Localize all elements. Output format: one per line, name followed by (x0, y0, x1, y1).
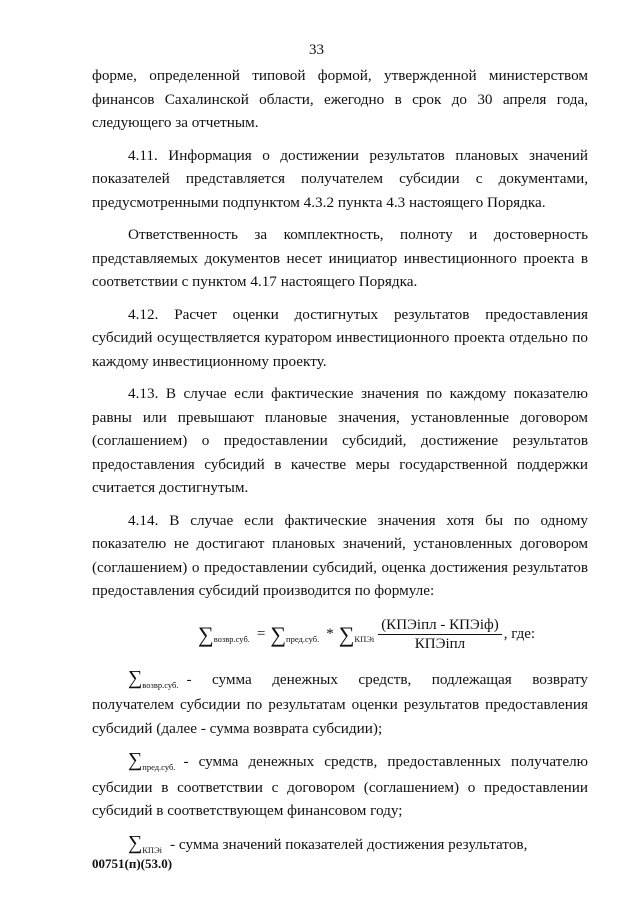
formula-times: * (326, 625, 334, 642)
definition-return (92, 667, 588, 741)
formula-sub-kpe: КПЭi (354, 633, 375, 644)
sigma-symbol: ∑ (198, 621, 214, 647)
document-code: 00751(п)(53.0) (92, 856, 173, 871)
paragraph-4-11: 4.11. Информация о достижении результатов плановых значений показателей представляется получателем субсидии с документами, предусмотренными подпунктом 4.3.2 пункта 4.3 настоящего Порядка. (92, 146, 588, 211)
definition-sub: пред.суб. (142, 762, 176, 772)
formula-suffix: , где: (503, 625, 536, 642)
paragraph-responsibility: Ответственность за комплектность, полноту и достоверность представляемых документов несет инициатор инвестиционного проекта в соответствии с пунктом 4.17 настоящего Порядка. (92, 226, 588, 290)
formula (92, 615, 588, 655)
formula-sub-provided: пред.суб. (286, 633, 320, 644)
paragraph-4-14: 4.14. В случае если фактические значения хотя бы по одному показателю не достигают плановых значений, установленных договором (соглашением) о предоставлении субсидий, оценка достижения результатов предоставления субсидий производится по формуле: (92, 511, 588, 599)
page-number: 33 (309, 42, 324, 58)
sigma-symbol: ∑ (128, 831, 143, 854)
sigma-symbol: ∑ (338, 621, 355, 647)
sigma-symbol: ∑ (128, 666, 143, 689)
definition-sub: КПЭi (142, 844, 163, 855)
formula-denominator: КПЭiпл (414, 636, 466, 652)
document-body (92, 64, 588, 858)
formula-sub-return: возвр.суб. (213, 633, 250, 644)
definition-text: - сумма денежных средств, предоставленных получателю субсидии в соответствии с договором (соглашением) о предоставлении субсидий в соответствующем финансовом году; (92, 753, 588, 819)
sigma-symbol: ∑ (270, 621, 287, 647)
definition-text: - сумма денежных средств, подлежащая возврату получателем субсидии по результатам оценки результатов предоставления субсидий (далее - сумма возврата субсидии); (92, 670, 588, 737)
definition-sub: возвр.суб. (142, 679, 179, 690)
formula-fraction (378, 616, 502, 653)
paragraph-4-12: 4.12. Расчет оценки достигнутых результатов предоставления субсидий осуществляется куратором инвестиционного проекта отдельно по каждому инвестиционному проекту. (92, 305, 588, 370)
formula-equals: = (256, 625, 266, 642)
paragraph-4-13: 4.13. В случае если фактические значения по каждому показателю равны или превышают плановые значения, установленные договором (соглашением) о предоставлении субсидий, достижение результатов предоставления субсидий в качестве меры государственной поддержки считается достигнутым. (92, 385, 588, 496)
paragraph-continuation: форме, определенной типовой формой, утвержденной министерством финансов Сахалинской области, ежегодно в срок до 30 апреля года, следующего за отчетным. (92, 67, 588, 131)
sigma-symbol: ∑ (128, 749, 143, 771)
definition-text: - сумма значений показателей достижения результатов, (170, 835, 528, 853)
formula-numerator: (КПЭiпл - КПЭiф) (378, 616, 502, 635)
definition-kpe (92, 832, 588, 859)
definition-provided (92, 749, 588, 823)
